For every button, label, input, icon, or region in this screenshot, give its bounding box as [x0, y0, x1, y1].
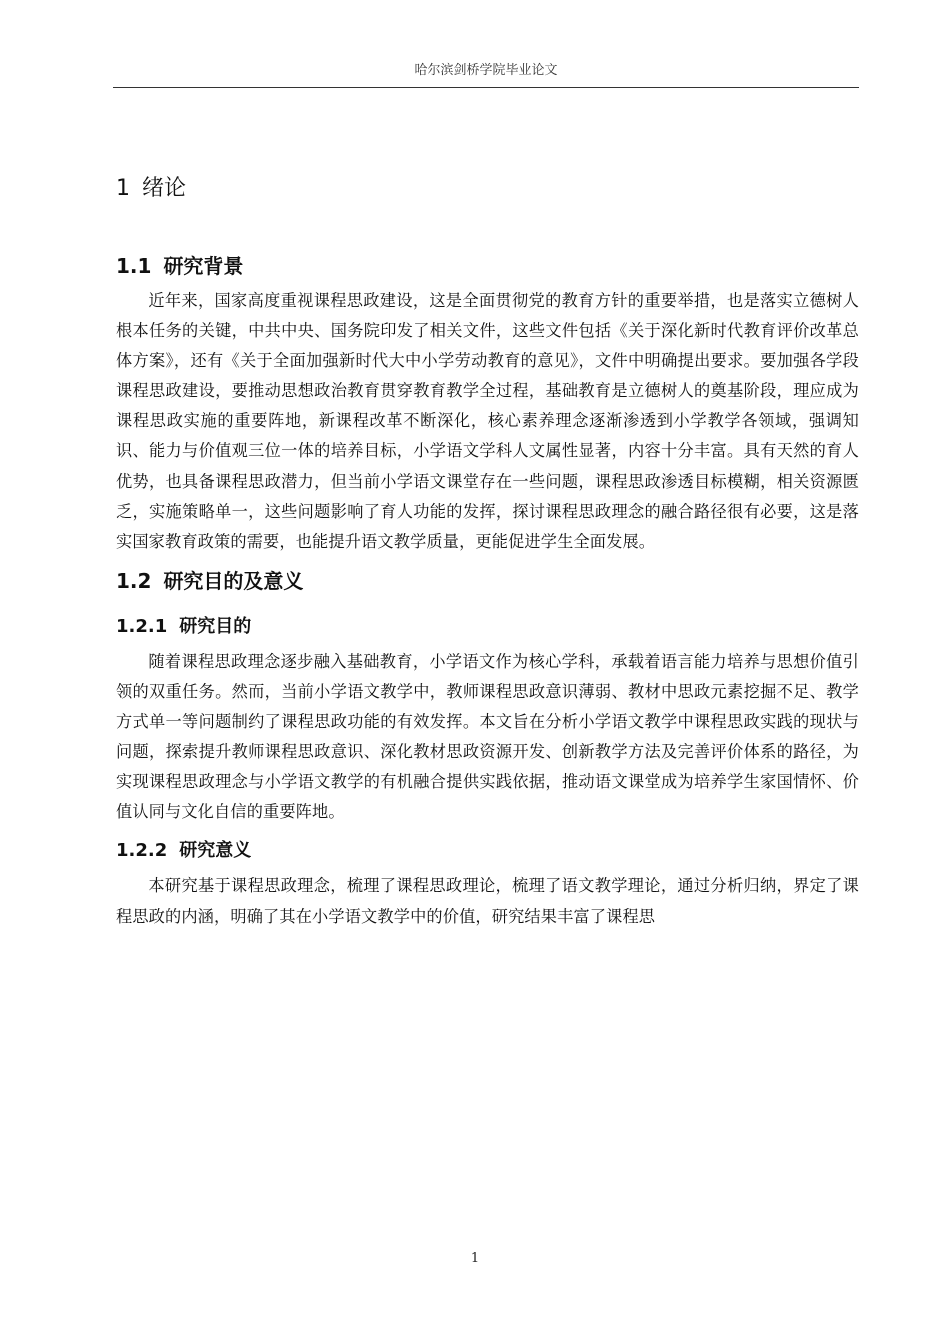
chapter-number: 1 [116, 176, 130, 201]
page-number: 1 [470, 1251, 480, 1266]
subsection-number: 1.2.2 [116, 840, 168, 862]
section-title: 研究背景 [163, 254, 244, 278]
subsection-title: 研究目的 [179, 615, 252, 637]
chapter-heading [116, 174, 859, 214]
subsection-heading-1-2-2 [116, 831, 859, 871]
section-number: 1.1 [116, 254, 152, 278]
section-title: 研究目的及意义 [163, 568, 304, 593]
spacer [116, 214, 859, 246]
paragraph-research-significance: 本研究基于课程思政理念，梳理了课程思政理论，梳理了语文教学理论，通过分析归纳，界定了课程思政的内涵，明确了其在小学语文教学中的价值，研究结果丰富了课程思 [116, 876, 859, 926]
paragraph-research-purpose: 随着课程思政理念逐步融入基础教育，小学语文作为核心学科，承载着语言能力培养与思想价值引领的双重任务。然而，当前小学语文教学中，教师课程思政意识薄弱、教材中思政元素挖掘不足、教学方式单一等问题制约了课程思政功能的有效发挥。本文旨在分析小学语文教学中课程思政实践的现状与问题，探索提升教师课程思政意识、深化教材思政资源开发、创新教学方法及完善评价体系的路径，为实现课程思政理念与小学语文教学的有机融合提供实践依据，推动语文课堂成为培养学生家国情怀、价值认同与文化自信的重要阵地。 [116, 651, 859, 822]
running-header: 哈尔滨剑桥学院毕业论文 [113, 62, 859, 88]
subsection-heading-1-2-1 [116, 607, 859, 647]
subsection-number: 1.2.1 [116, 615, 168, 637]
section-number: 1.2 [116, 568, 152, 593]
chapter-title: 绪论 [142, 176, 187, 201]
subsection-title: 研究意义 [179, 840, 252, 862]
document-body [116, 150, 859, 932]
paragraph-research-background: 近年来，国家高度重视课程思政建设，这是全面贯彻党的教育方针的重要举措，也是落实立德树人根本任务的关键，中共中央、国务院印发了相关文件，这些文件包括《关于深化新时代教育评价改革总体方案》，还有《关于全面加强新时代大中小学劳动教育的意见》，文件中明确提出要求。要加强各学段课程思政建设，要推动思想政治教育贯穿教育教学全过程，基础教育是立德树人的奠基阶段，理应成为课程思政实施的重要阵地，新课程改革不断深化，核心素养理念逐渐渗透到小学教学各领域，强调知识、能力与价值观三位一体的培养目标，小学语文学科人文属性显著，内容十分丰富。具有天然的育人优势，也具备课程思政潜力，但当前小学语文课堂存在一些问题，课程思政渗透目标模糊，相关资源匮乏，实施策略单一，这些问题影响了育人功能的发挥，探讨课程思政理念的融合路径很有必要，这是落实国家教育政策的需要，也能提升语文教学质量，更能促进学生全面发展。 [116, 291, 859, 551]
section-heading-1-1 [116, 246, 859, 286]
section-heading-1-2 [116, 561, 859, 601]
